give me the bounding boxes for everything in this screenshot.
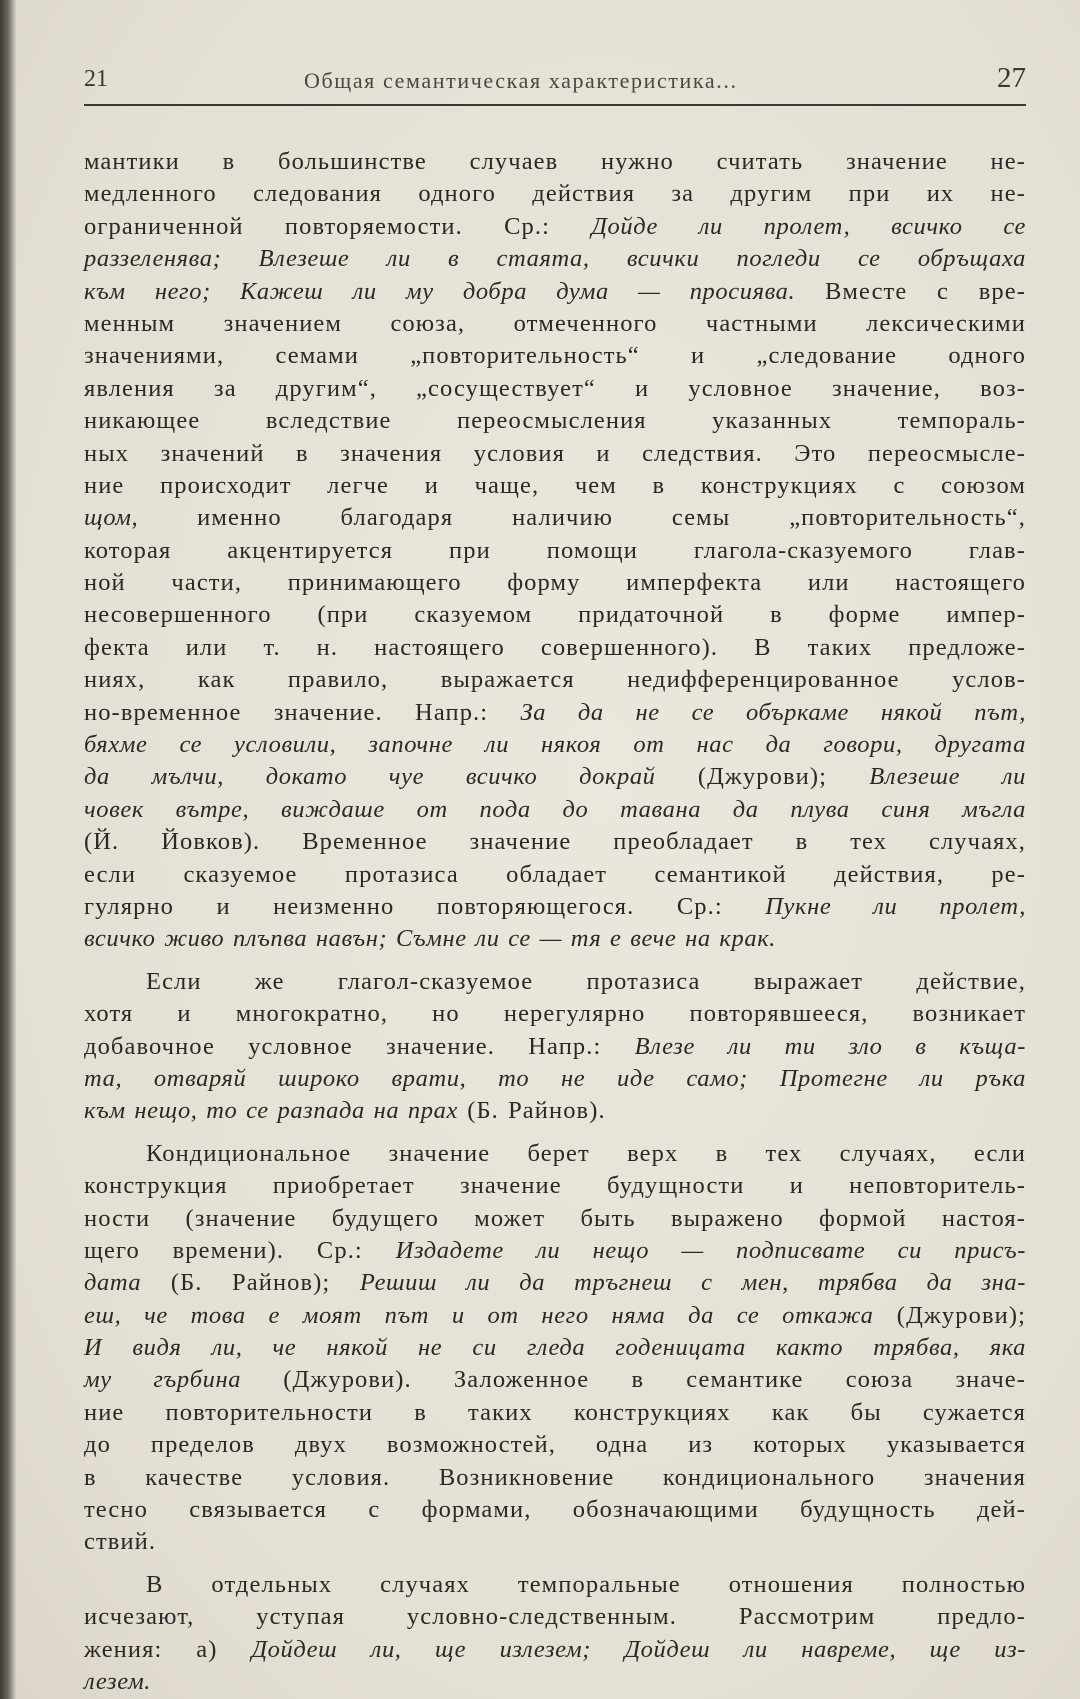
example-italic: лезем. xyxy=(84,1667,152,1695)
text-line xyxy=(84,1666,1026,1698)
text-line xyxy=(84,1170,1026,1202)
text-line xyxy=(84,1203,1026,1235)
text-line xyxy=(84,308,1026,340)
text-line xyxy=(84,761,1026,793)
example-italic: бяхме се условили, започне ли някоя от нас да говори, другата xyxy=(84,731,1026,759)
example-italic: към него; Кажеш ли му добра дума — просиява. xyxy=(84,277,796,305)
text-line xyxy=(84,1526,1026,1558)
text-line xyxy=(84,966,1026,998)
example-italic: И видя ли, че някой не си гледа годеницата както трябва, яка xyxy=(84,1334,1026,1362)
running-header xyxy=(84,64,1026,106)
text-run: ности (значение будущего может быть выражено формой настоя- xyxy=(84,1204,1026,1232)
text-run: медленного следования одного действия за другим при их не- xyxy=(84,180,1026,208)
text-run: ствий. xyxy=(84,1528,157,1556)
text-run: добавочное условное значение. Напр.: xyxy=(84,1032,635,1060)
text-line xyxy=(84,502,1026,534)
example-italic: да мълчи, докато чуе всичко докрай xyxy=(84,763,656,791)
text-line xyxy=(84,923,1026,955)
text-run: Вместе с вре- xyxy=(795,277,1026,305)
text-run: (Джурови). Заложенное в семантике союза значе- xyxy=(241,1366,1026,1394)
text-run: значениями, семами „повторительность“ и „следование одного xyxy=(84,342,1026,370)
text-run: (Б. Райнов); xyxy=(141,1269,360,1297)
text-run: фекта или т. н. настоящего совершенного). В таких предложе- xyxy=(84,633,1026,661)
book-binding-shadow xyxy=(0,0,16,1699)
text-line xyxy=(84,276,1026,308)
text-run: ниях, как правило, выражается недифференцированное услов- xyxy=(84,666,1026,694)
text-line xyxy=(84,794,1026,826)
text-line xyxy=(84,632,1026,664)
text-run: В отдельных случаях темпоральные отношения полностью xyxy=(146,1570,1026,1598)
text-run: конструкция приобретает значение будущности и неповторитель- xyxy=(84,1172,1026,1200)
text-run: менным значением союза, отмеченного частными лексическими xyxy=(84,309,1026,337)
text-line xyxy=(84,859,1026,891)
text-run: до пределов двух возможностей, одна из которых указывается xyxy=(84,1431,1026,1459)
example-italic: За да не се объркаме някой път, xyxy=(520,698,1026,726)
text-line xyxy=(84,697,1026,729)
text-line xyxy=(84,211,1026,243)
book-page xyxy=(16,0,1080,1699)
example-italic: дата xyxy=(84,1269,142,1297)
example-italic: щом, xyxy=(84,504,139,532)
text-line xyxy=(84,405,1026,437)
text-run: исчезают, уступая условно-следственным. Рассмотрим предло- xyxy=(84,1603,1026,1631)
text-line xyxy=(84,1063,1026,1095)
example-italic: Пукне ли пролет, xyxy=(765,892,1026,920)
text-line xyxy=(84,1494,1026,1526)
example-italic: та, отваряй широко врати, то не иде само; Протегне ли ръка xyxy=(84,1064,1026,1092)
text-line xyxy=(84,891,1026,923)
text-run: явления за другим“, „сосуществует“ и условное значение, воз- xyxy=(84,374,1026,402)
text-line xyxy=(84,340,1026,372)
text-run: в качестве условия. Возникновение кондиционального значения xyxy=(84,1463,1026,1491)
text-run: именно благодаря наличию семы „повторительность“, xyxy=(138,504,1026,532)
section-number: 21 xyxy=(84,66,108,92)
text-run: тесно связывается с формами, обозначающими будущность дей- xyxy=(84,1496,1026,1524)
text-line xyxy=(84,178,1026,210)
text-line xyxy=(84,1031,1026,1063)
body-text xyxy=(84,146,1026,1698)
text-run: ных значений в значения условия и следствия. Это переосмысле- xyxy=(84,439,1026,467)
example-italic: към нещо, то се разпада на прах xyxy=(84,1097,458,1125)
text-run: ной части, принимающего форму имперфекта или настоящего xyxy=(84,569,1026,597)
text-line xyxy=(84,373,1026,405)
text-line xyxy=(84,1569,1026,1601)
example-italic: Дойде ли пролет, всичко се xyxy=(591,212,1026,240)
example-italic: всичко живо плъпва навън; Съмне ли се — тя е вече на крак. xyxy=(84,925,776,953)
text-run: ограниченной повторяемости. Ср.: xyxy=(84,212,592,240)
text-line xyxy=(84,664,1026,696)
example-italic: Дойдеш ли, ще излезем; Дойдеш ли навреме, ще из- xyxy=(251,1635,1026,1663)
example-italic: еш, че това е моят път и от него няма да се откажа xyxy=(84,1301,874,1329)
text-line xyxy=(84,470,1026,502)
text-run: но-временное значение. Напр.: xyxy=(84,698,521,726)
text-run: (Й. Йовков). Временное значение преобладает в тех случаях, xyxy=(84,828,1026,856)
text-line xyxy=(84,438,1026,470)
text-run: никающее вследствие переосмысления указанных темпораль- xyxy=(84,407,1026,435)
text-run: ние повторительности в таких конструкциях как бы сужается xyxy=(84,1398,1026,1426)
text-line xyxy=(84,1397,1026,1429)
example-italic: Издадете ли нещо — подписвате си присъ- xyxy=(395,1236,1026,1264)
text-run: Кондициональное значение берет верх в тех случаях, если xyxy=(146,1139,1026,1167)
text-line xyxy=(84,1429,1026,1461)
text-line xyxy=(84,1332,1026,1364)
running-title: Общая семантическая характеристика... xyxy=(304,68,738,93)
text-line xyxy=(84,1300,1026,1332)
text-line xyxy=(84,1138,1026,1170)
text-line xyxy=(84,1634,1026,1666)
text-line xyxy=(84,567,1026,599)
text-line xyxy=(84,1364,1026,1396)
text-line xyxy=(84,729,1026,761)
text-line xyxy=(84,1095,1026,1127)
text-line xyxy=(84,146,1026,178)
text-run: хотя и многократно, но нерегулярно повторявшееся, возникает xyxy=(84,1000,1026,1028)
text-run: если сказуемое протазиса обладает семантикой действия, ре- xyxy=(84,860,1026,888)
text-line xyxy=(84,1601,1026,1633)
example-italic: му гърбина xyxy=(84,1366,242,1394)
text-line xyxy=(84,1267,1026,1299)
text-run: (Джурови); xyxy=(655,763,870,791)
text-line xyxy=(84,599,1026,631)
text-line xyxy=(84,535,1026,567)
text-run: Если же глагол-сказуемое протазиса выражает действие, xyxy=(146,967,1026,995)
text-run: жения: а) xyxy=(84,1635,252,1663)
text-run: гулярно и неизменно повторяющегося. Ср.: xyxy=(84,892,766,920)
text-line xyxy=(84,1462,1026,1494)
example-italic: раззеленява; Влезеше ли в стаята, всички погледи се обръщаха xyxy=(84,245,1026,273)
example-italic: човек вътре, виждаше от пода до тавана да плува синя мъгла xyxy=(84,795,1026,823)
text-run: (Джурови); xyxy=(873,1301,1027,1329)
page-number: 27 xyxy=(997,62,1026,94)
text-run: ние происходит легче и чаще, чем в конструкциях с союзом xyxy=(84,471,1026,499)
text-run: (Б. Райнов). xyxy=(457,1097,606,1125)
text-line xyxy=(84,1235,1026,1267)
example-italic: Влезеше ли xyxy=(869,763,1026,791)
text-line xyxy=(84,998,1026,1030)
example-italic: Решиш ли да тръгнеш с мен, трябва да зна- xyxy=(359,1269,1027,1297)
text-line xyxy=(84,826,1026,858)
text-run: несовершенного (при сказуемом придаточной в форме импер- xyxy=(84,601,1026,629)
text-run: щего времени). Ср.: xyxy=(84,1236,396,1264)
text-line xyxy=(84,243,1026,275)
text-run: которая акцентируется при помощи глагола-сказуемого глав- xyxy=(84,536,1026,564)
text-run: мантики в большинстве случаев нужно считать значение не- xyxy=(84,148,1026,175)
example-italic: Влезе ли ти зло в къща- xyxy=(634,1032,1026,1060)
